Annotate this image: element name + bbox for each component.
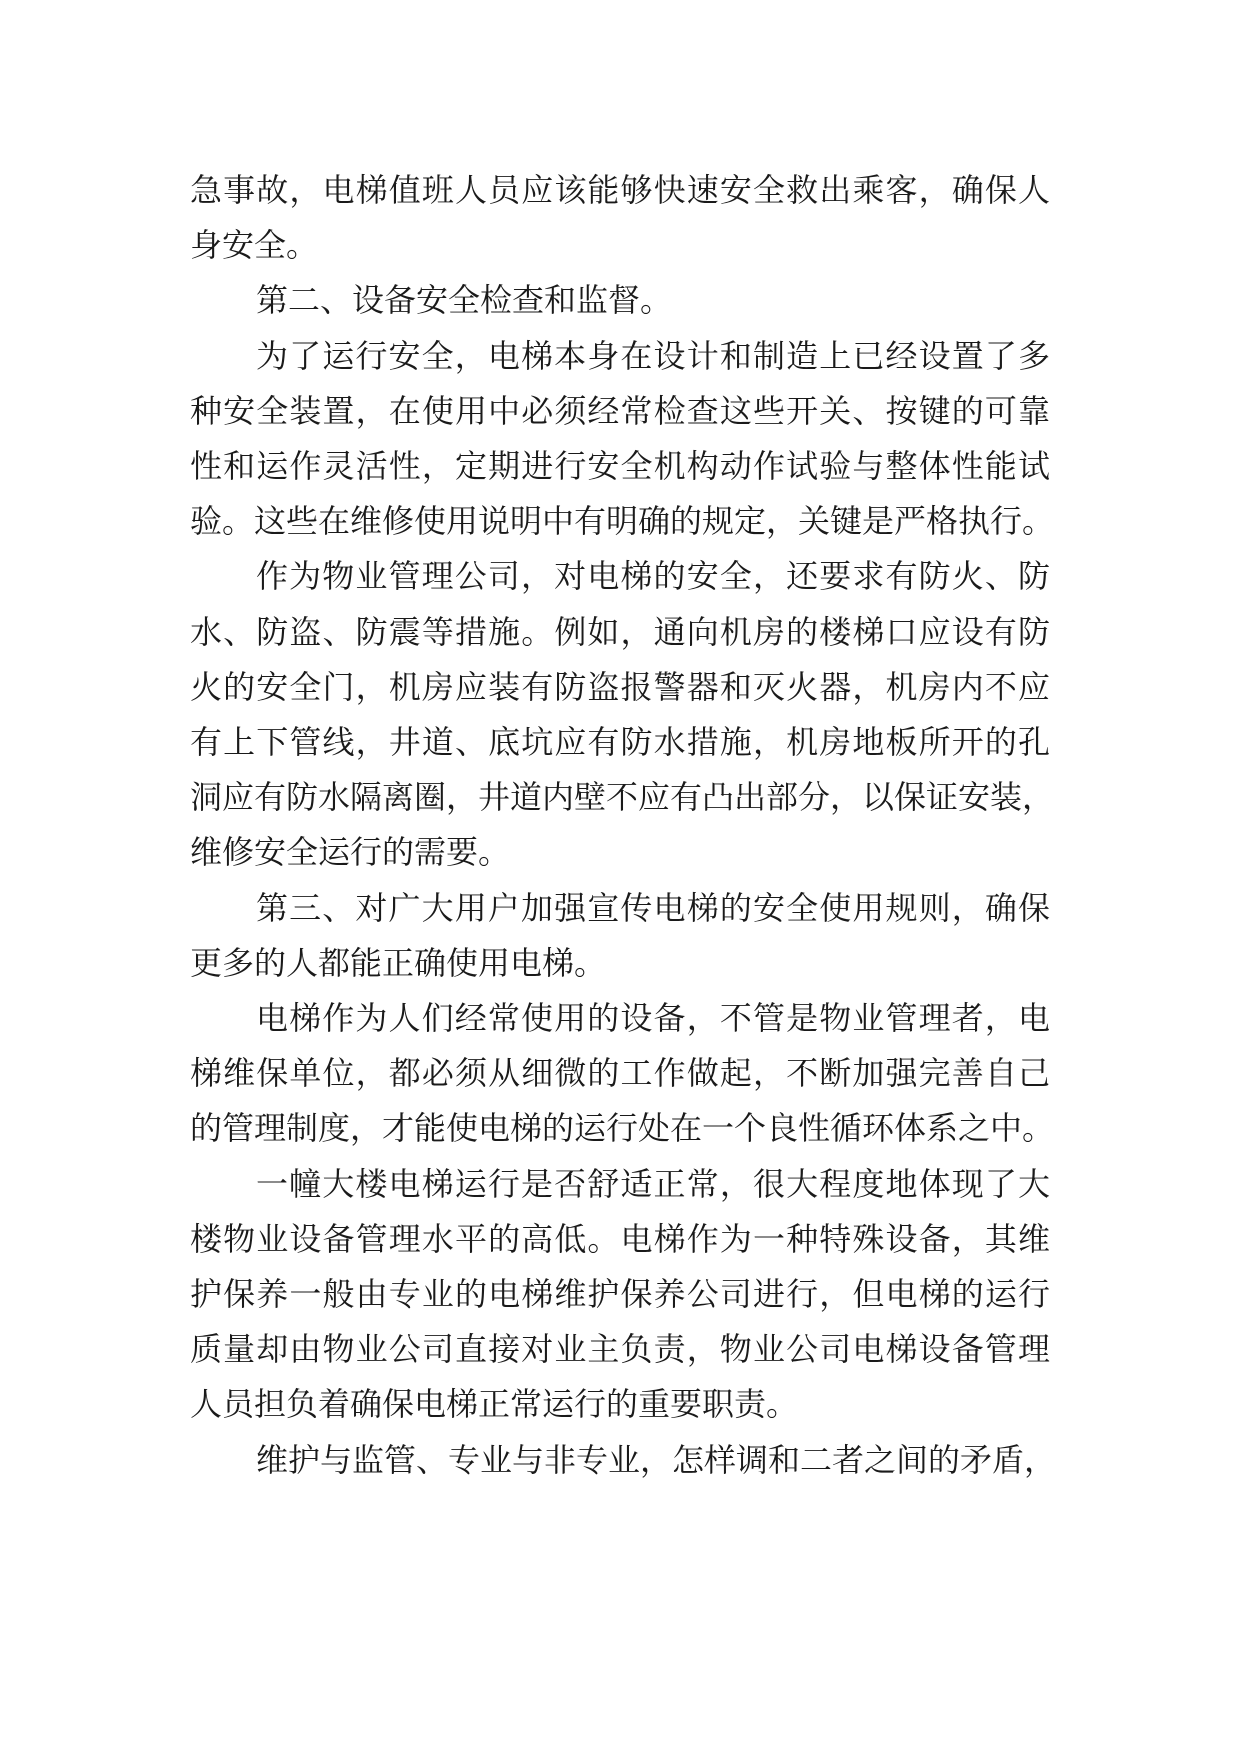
text-line-16: 电梯作为人们经常使用的设备，不管是物业管理者，电 bbox=[256, 999, 1050, 1037]
text-line-4: 为了运行安全，电梯本身在设计和制造上已经设置了多 bbox=[256, 337, 1050, 375]
text-line-1: 急事故，电梯值班人员应该能够快速安全救出乘客，确保人 bbox=[190, 171, 1050, 209]
text-line-21: 护保养一般由专业的电梯维护保养公司进行，但电梯的运行 bbox=[190, 1275, 1050, 1313]
text-line-2: 身安全。 bbox=[190, 226, 319, 264]
text-line-23: 人员担负着确保电梯正常运行的重要职责。 bbox=[190, 1385, 799, 1423]
text-line-7: 验。这些在维修使用说明中有明确的规定，关键是严格执行。 bbox=[190, 502, 1055, 540]
text-line-18: 的管理制度，才能使电梯的运行处在一个良性循环体系之中。 bbox=[190, 1109, 1055, 1147]
text-line-13: 维修安全运行的需要。 bbox=[190, 833, 511, 871]
text-line-11: 有上下管线，井道、底坑应有防水措施，机房地板所开的孔 bbox=[190, 723, 1050, 761]
text-line-8: 作为物业管理公司，对电梯的安全，还要求有防火、防 bbox=[256, 557, 1050, 595]
text-line-20: 楼物业设备管理水平的高低。电梯作为一种特殊设备，其维 bbox=[190, 1220, 1050, 1258]
text-line-5: 种安全装置，在使用中必须经常检查这些开关、按键的可靠 bbox=[190, 392, 1050, 430]
section-heading-2: 第二、设备安全检查和监督。 bbox=[256, 281, 673, 319]
text-line-17: 梯维保单位，都必须从细微的工作做起，不断加强完善自己 bbox=[190, 1054, 1050, 1092]
section-heading-3: 第三、对广大用户加强宣传电梯的安全使用规则，确保 bbox=[256, 889, 1050, 927]
text-line-12: 洞应有防水隔离圈，井道内壁不应有凸出部分，以保证安装， bbox=[190, 778, 1055, 816]
text-line-6: 性和运作灵活性，定期进行安全机构动作试验与整体性能试 bbox=[190, 447, 1050, 485]
text-line-22: 质量却由物业公司直接对业主负责，物业公司电梯设备管理 bbox=[190, 1330, 1050, 1368]
text-line-15: 更多的人都能正确使用电梯。 bbox=[190, 944, 607, 982]
text-line-19: 一幢大楼电梯运行是否舒适正常，很大程度地体现了大 bbox=[256, 1165, 1050, 1203]
text-line-24: 维护与监管、专业与非专业，怎样调和二者之间的矛盾， bbox=[256, 1441, 1057, 1479]
text-line-9: 水、防盗、防震等措施。例如，通向机房的楼梯口应设有防 bbox=[190, 613, 1050, 651]
text-line-10: 火的安全门，机房应装有防盗报警器和灭火器，机房内不应 bbox=[190, 668, 1050, 706]
